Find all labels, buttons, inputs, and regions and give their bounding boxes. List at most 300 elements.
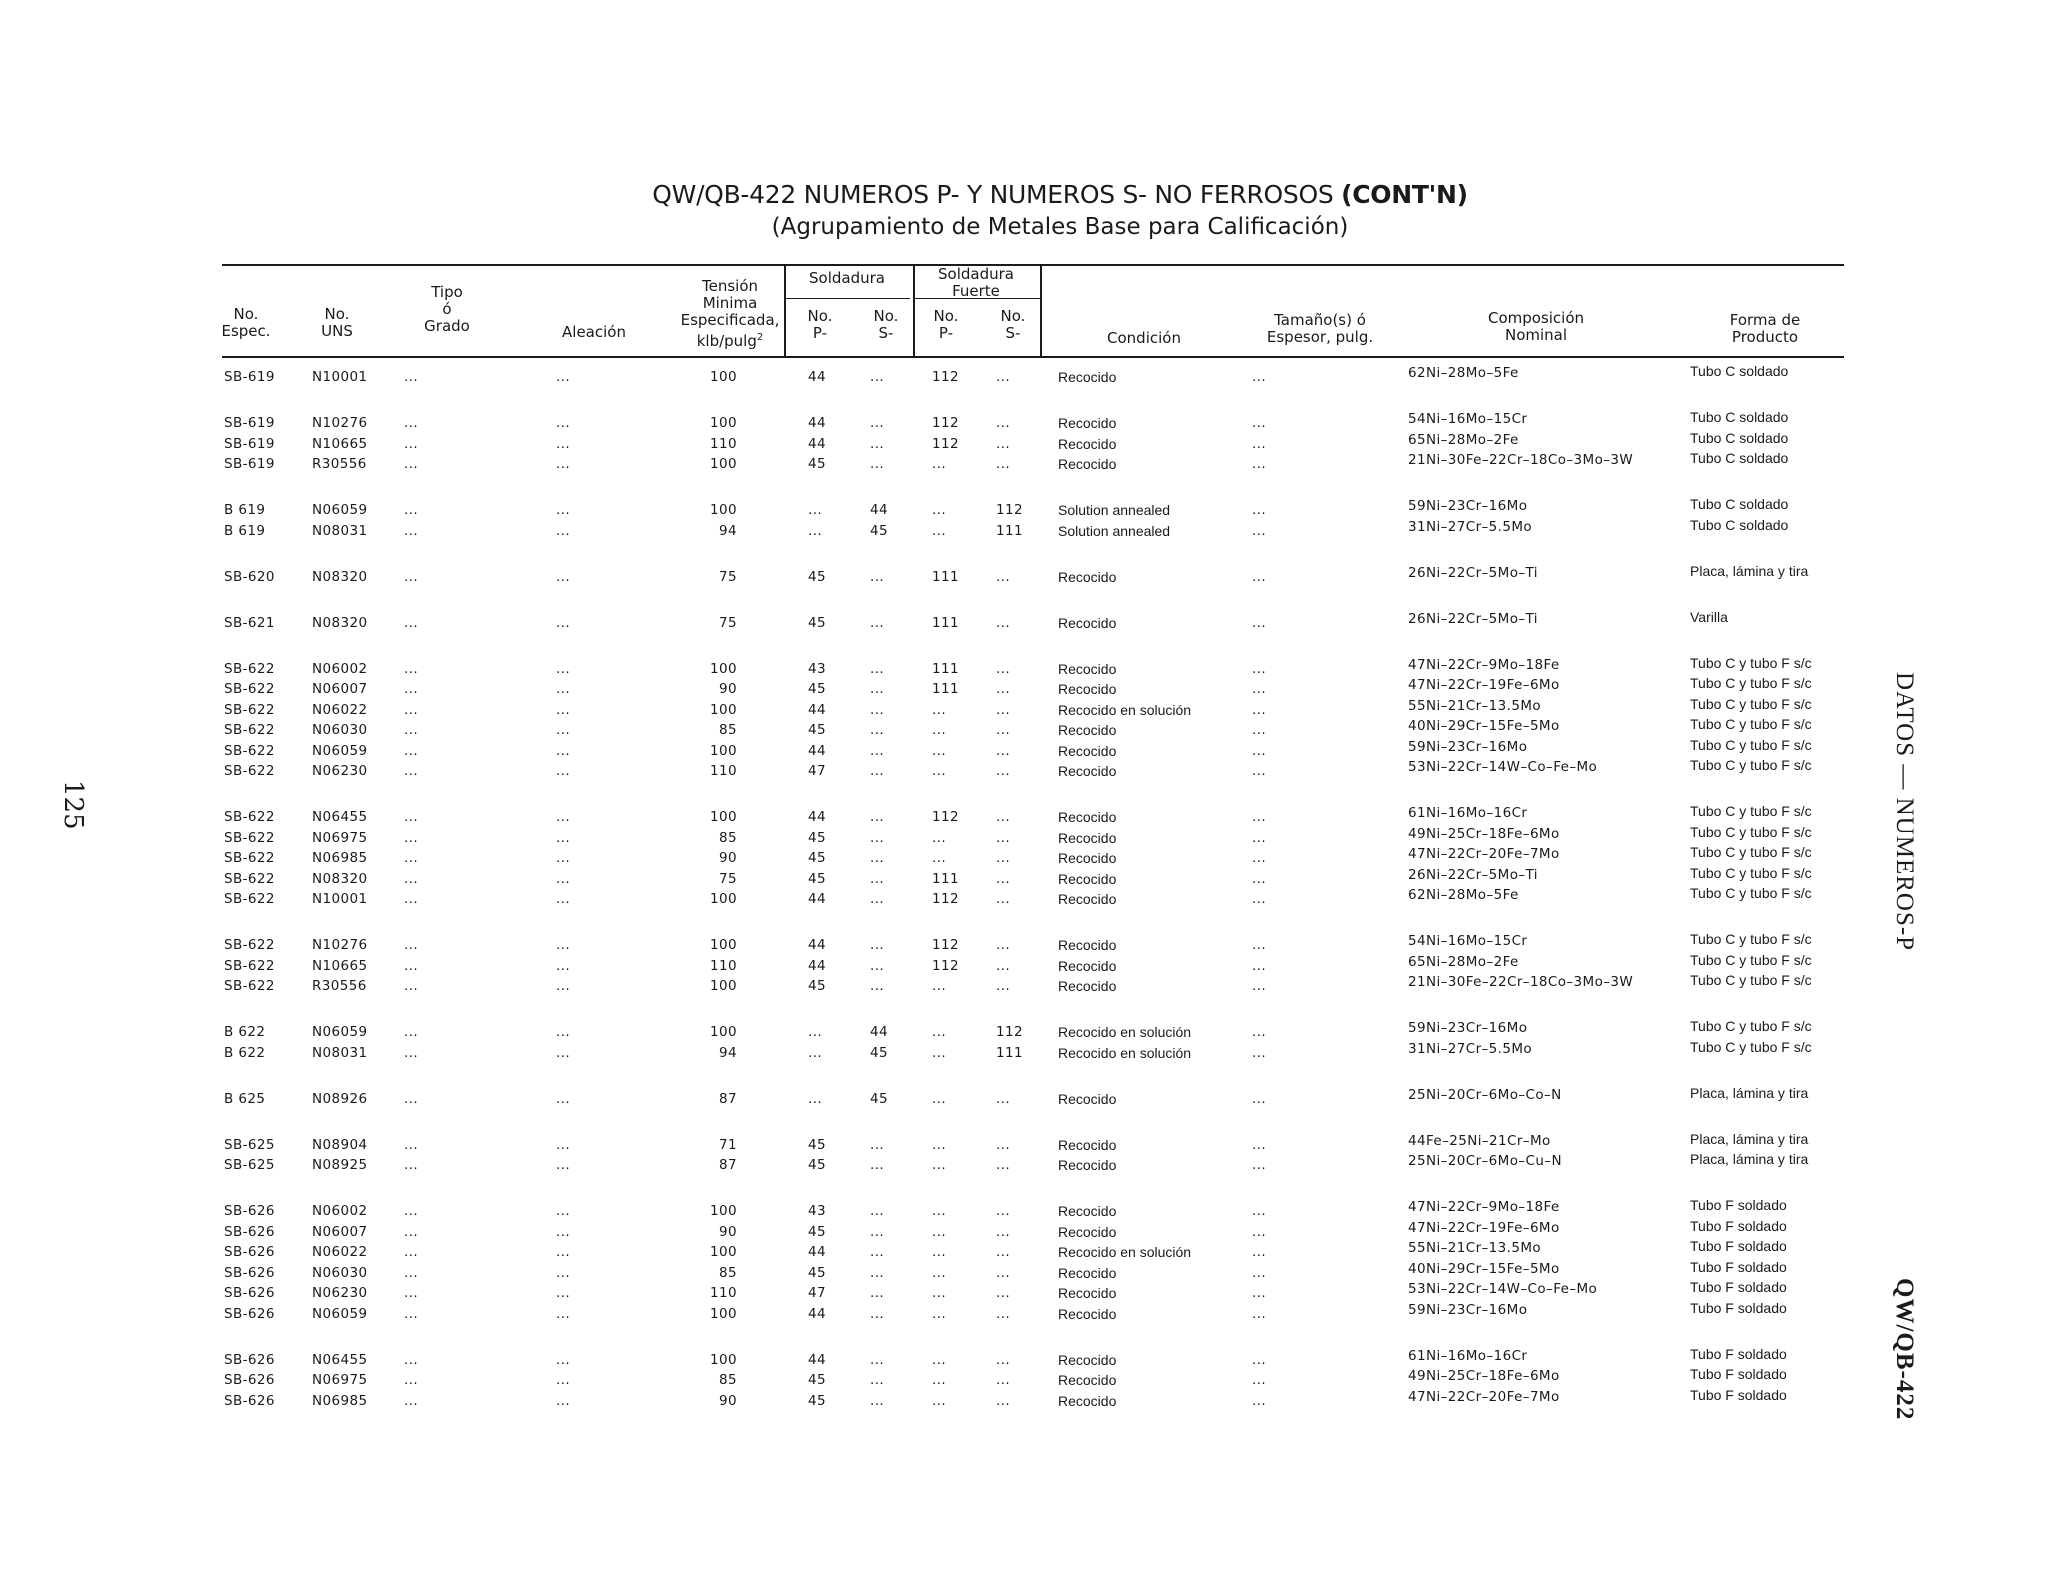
cell-tension: 71 (719, 1136, 737, 1153)
cell-forma: Tubo C soldado (1690, 450, 1789, 466)
cell-tamano: ... (1252, 870, 1267, 887)
cell-espec: SB-626 (224, 1223, 275, 1240)
cell-composicion: 47Ni–22Cr–19Fe–6Mo (1408, 677, 1560, 693)
cell-aleacion: ... (556, 701, 571, 718)
cell-forma: Tubo C y tubo F s/c (1690, 931, 1812, 947)
cell-condicion: Recocido (1058, 681, 1117, 697)
cell-soldadura-p: ... (808, 502, 823, 518)
cell-uns: N06002 (312, 1203, 368, 1219)
cell-soldadura-s: ... (870, 456, 885, 472)
cell-fuerte-p: ... (932, 1264, 947, 1281)
cell-forma: Tubo C y tubo F s/c (1690, 736, 1812, 753)
cell-soldadura-p: 45 (808, 829, 826, 846)
header-tension: Tensión Minima Especificada, klb/pulg$^2$ (680, 277, 780, 350)
cell-tamano: ... (1252, 1244, 1267, 1260)
cell-fuerte-p: ... (932, 701, 947, 718)
cell-soldadura-s: 44 (870, 1024, 888, 1040)
cell-uns: N10665 (312, 435, 368, 452)
cell-composicion: 59Ni–23Cr–16Mo (1408, 1301, 1528, 1318)
cell-composicion: 21Ni–30Fe–22Cr–18Co–3Mo–3W (1408, 974, 1634, 990)
cell-aleacion: ... (556, 435, 571, 452)
cell-soldadura-s: ... (870, 742, 885, 759)
cell-soldadura-p: 44 (808, 1305, 826, 1322)
cell-composicion: 49Ni–25Cr–18Fe–6Mo (1408, 825, 1560, 842)
cell-composicion: 59Ni–23Cr–16Mo (1408, 1020, 1528, 1036)
cell-tipo: ... (404, 701, 419, 718)
cell-forma: Tubo F soldado (1690, 1217, 1787, 1234)
cell-espec: SB-622 (224, 829, 275, 846)
cell-composicion: 40Ni–29Cr–15Fe–5Mo (1408, 718, 1560, 734)
cell-composicion: 61Ni–16Mo–16Cr (1408, 1347, 1528, 1364)
cell-espec: SB-626 (224, 1392, 275, 1409)
cell-tension: 110 (710, 763, 737, 779)
cell-fuerte-s: 112 (996, 1024, 1023, 1040)
cell-uns: N06975 (312, 829, 368, 846)
cell-tension: 85 (719, 829, 737, 846)
cell-uns: N10001 (312, 369, 368, 385)
cell-condicion: Recocido (1058, 937, 1117, 953)
cell-tipo: ... (404, 681, 419, 697)
cell-aleacion: ... (556, 1392, 571, 1409)
cell-fuerte-p: ... (932, 522, 947, 539)
cell-fuerte-p: 112 (932, 957, 959, 974)
cell-fuerte-s: ... (996, 369, 1011, 385)
cell-composicion: 54Ni–16Mo–15Cr (1408, 411, 1528, 427)
cell-espec: SB-622 (224, 891, 275, 907)
cell-soldadura-p: 44 (808, 809, 826, 825)
cell-aleacion: ... (556, 1090, 571, 1107)
cell-tension: 75 (719, 568, 737, 585)
cell-tamano: ... (1252, 1044, 1267, 1061)
cell-uns: N06455 (312, 1351, 368, 1368)
cell-aleacion: ... (556, 1372, 571, 1388)
cell-tension: 94 (719, 1044, 737, 1061)
side-label-bottom: QW/QB-422 (1891, 1278, 1918, 1421)
cell-aleacion: ... (556, 1223, 571, 1240)
cell-tension: 100 (710, 502, 737, 518)
cell-composicion: 59Ni–23Cr–16Mo (1408, 738, 1528, 755)
cell-fuerte-s: ... (996, 456, 1011, 472)
cell-espec: B 619 (224, 502, 266, 518)
cell-espec: SB-622 (224, 701, 275, 718)
cell-aleacion: ... (556, 456, 571, 472)
cell-condicion: Recocido (1058, 957, 1117, 974)
cell-espec: SB-622 (224, 809, 275, 825)
cell-composicion: 62Ni–28Mo–5Fe (1408, 887, 1519, 903)
cell-aleacion: ... (556, 1244, 571, 1260)
cell-condicion: Recocido (1058, 722, 1117, 738)
cell-fuerte-p: ... (932, 1090, 947, 1107)
cell-fuerte-p: 112 (932, 809, 959, 825)
cell-soldadura-s: ... (870, 1285, 885, 1301)
cell-soldadura-p: 45 (808, 1392, 826, 1409)
cell-soldadura-s: ... (870, 829, 885, 846)
cell-fuerte-p: 111 (932, 568, 959, 585)
cell-soldadura-p: 45 (808, 1264, 826, 1281)
cell-aleacion: ... (556, 722, 571, 738)
cell-tipo: ... (404, 1090, 419, 1107)
cell-tension: 90 (719, 1223, 737, 1240)
cell-uns: R30556 (312, 978, 367, 994)
soldadura-sub-rule (784, 298, 910, 299)
soldadura-left-rule (784, 264, 786, 356)
cell-tamano: ... (1252, 829, 1267, 846)
cell-condicion: Recocido (1058, 763, 1117, 779)
cell-uns: N06059 (312, 1305, 368, 1322)
cell-uns: N10276 (312, 937, 368, 953)
cell-tipo: ... (404, 809, 419, 825)
cell-tension: 100 (710, 415, 737, 431)
cell-tipo: ... (404, 957, 419, 974)
cell-forma: Tubo C soldado (1690, 363, 1789, 379)
cell-aleacion: ... (556, 1285, 571, 1301)
cell-soldadura-s: ... (870, 1392, 885, 1409)
header-composicion: Composición Nominal (1487, 309, 1585, 344)
cell-fuerte-s: ... (996, 829, 1011, 846)
cell-fuerte-s: ... (996, 1244, 1011, 1260)
cell-composicion: 26Ni–22Cr–5Mo–Ti (1408, 610, 1538, 627)
cell-fuerte-s: ... (996, 415, 1011, 431)
cell-forma: Tubo C y tubo F s/c (1690, 823, 1812, 840)
cell-tipo: ... (404, 522, 419, 539)
cell-condicion: Recocido (1058, 660, 1117, 677)
cell-soldadura-p: 44 (808, 937, 826, 953)
cell-aleacion: ... (556, 1305, 571, 1322)
cell-tipo: ... (404, 850, 419, 866)
cell-fuerte-s: ... (996, 742, 1011, 759)
cell-uns: N06059 (312, 742, 368, 759)
cell-soldadura-p: ... (808, 522, 823, 539)
cell-uns: N06059 (312, 1024, 368, 1040)
cell-uns: N06230 (312, 1285, 368, 1301)
cell-fuerte-s: ... (996, 1351, 1011, 1368)
cell-tamano: ... (1252, 614, 1267, 631)
cell-soldadura-p: 44 (808, 742, 826, 759)
header-condicion: Condición (1107, 329, 1181, 347)
cell-tipo: ... (404, 829, 419, 846)
cell-uns: N08320 (312, 614, 368, 631)
cell-espec: SB-622 (224, 870, 275, 887)
cell-soldadura-s: ... (870, 850, 885, 866)
cell-forma: Tubo C soldado (1690, 409, 1789, 425)
cell-fuerte-p: 111 (932, 614, 959, 631)
cell-aleacion: ... (556, 1024, 571, 1040)
cell-soldadura-p: 44 (808, 957, 826, 974)
cell-tipo: ... (404, 456, 419, 472)
cell-fuerte-s: ... (996, 660, 1011, 677)
cell-fuerte-p: ... (932, 1044, 947, 1061)
cell-tamano: ... (1252, 957, 1267, 974)
cell-forma: Tubo C y tubo F s/c (1690, 1018, 1812, 1034)
cell-tension: 100 (710, 742, 737, 759)
cell-tension: 110 (710, 1285, 737, 1301)
cell-condicion: Recocido (1058, 1285, 1117, 1301)
cell-tension: 100 (710, 978, 737, 994)
cell-soldadura-p: 45 (808, 978, 826, 994)
cell-tamano: ... (1252, 1351, 1267, 1368)
cell-uns: N08031 (312, 1044, 368, 1061)
cell-soldadura-s: ... (870, 1203, 885, 1219)
cell-tension: 100 (710, 1203, 737, 1219)
cell-condicion: Recocido en solución (1058, 1044, 1192, 1061)
cell-aleacion: ... (556, 660, 571, 677)
cell-condicion: Recocido (1058, 1203, 1117, 1219)
cell-fuerte-s: ... (996, 681, 1011, 697)
cell-espec: SB-619 (224, 456, 275, 472)
cell-condicion: Recocido (1058, 369, 1117, 385)
cell-tension: 100 (710, 660, 737, 677)
cell-soldadura-s: ... (870, 1136, 885, 1153)
cell-soldadura-s: ... (870, 1157, 885, 1173)
cell-espec: SB-621 (224, 614, 275, 631)
cell-condicion: Recocido (1058, 829, 1117, 846)
cell-fuerte-s: ... (996, 1090, 1011, 1107)
cell-composicion: 47Ni–22Cr–19Fe–6Mo (1408, 1219, 1560, 1236)
cell-forma: Tubo C y tubo F s/c (1690, 844, 1812, 860)
cell-fuerte-p: ... (932, 1024, 947, 1040)
cell-aleacion: ... (556, 1044, 571, 1061)
cell-forma: Tubo C y tubo F s/c (1690, 803, 1812, 819)
cell-forma: Tubo C soldado (1690, 516, 1789, 533)
cell-uns: N10665 (312, 957, 368, 974)
cell-composicion: 31Ni–27Cr–5.5Mo (1408, 518, 1533, 535)
cell-forma: Placa, lámina y tira (1690, 1084, 1809, 1101)
cell-tipo: ... (404, 1157, 419, 1173)
cell-fuerte-p: 111 (932, 681, 959, 697)
cell-soldadura-s: ... (870, 1244, 885, 1260)
cell-uns: N06007 (312, 681, 368, 697)
cell-espec: SB-625 (224, 1136, 275, 1153)
cell-soldadura-s: ... (870, 937, 885, 953)
cell-fuerte-p: ... (932, 829, 947, 846)
cell-soldadura-s: ... (870, 369, 885, 385)
cell-uns: N06985 (312, 850, 368, 866)
cell-uns: N06059 (312, 502, 368, 518)
cell-forma: Tubo F soldado (1690, 1279, 1787, 1295)
cell-uns: N06230 (312, 763, 368, 779)
cell-soldadura-s: ... (870, 809, 885, 825)
cell-composicion: 26Ni–22Cr–5Mo–Ti (1408, 564, 1538, 581)
cell-tension: 100 (710, 891, 737, 907)
cell-aleacion: ... (556, 1157, 571, 1173)
cell-tamano: ... (1252, 456, 1267, 472)
cell-soldadura-p: ... (808, 1090, 823, 1107)
table-top-rule (222, 264, 1844, 266)
cell-aleacion: ... (556, 1136, 571, 1153)
cell-uns: N08031 (312, 522, 368, 539)
cell-forma: Tubo C y tubo F s/c (1690, 885, 1812, 901)
cell-tipo: ... (404, 614, 419, 631)
cell-soldadura-s: ... (870, 1223, 885, 1240)
cell-fuerte-p: ... (932, 1223, 947, 1240)
cell-aleacion: ... (556, 1264, 571, 1281)
cell-tipo: ... (404, 660, 419, 677)
cell-tension: 100 (710, 456, 737, 472)
cell-tipo: ... (404, 1203, 419, 1219)
cell-tension: 87 (719, 1090, 737, 1107)
cell-espec: SB-622 (224, 681, 275, 697)
cell-condicion: Recocido (1058, 415, 1117, 431)
cell-soldadura-s: ... (870, 1351, 885, 1368)
cell-espec: SB-619 (224, 415, 275, 431)
cell-uns: R30556 (312, 456, 367, 472)
cell-tension: 100 (710, 1024, 737, 1040)
cell-forma: Tubo C soldado (1690, 429, 1789, 446)
cell-forma: Tubo F soldado (1690, 1345, 1787, 1362)
cell-condicion: Recocido (1058, 742, 1117, 759)
cell-tamano: ... (1252, 1203, 1267, 1219)
cell-fuerte-s: ... (996, 701, 1011, 718)
cell-fuerte-s: 111 (996, 1044, 1023, 1061)
cell-forma: Tubo F soldado (1690, 1366, 1787, 1382)
cell-condicion: Recocido en solución (1058, 1024, 1192, 1040)
cell-tamano: ... (1252, 1136, 1267, 1153)
cell-soldadura-p: 43 (808, 660, 826, 677)
cell-espec: SB-622 (224, 722, 275, 738)
cell-tension: 87 (719, 1157, 737, 1173)
cell-forma: Tubo C y tubo F s/c (1690, 951, 1812, 968)
cell-tipo: ... (404, 415, 419, 431)
cell-condicion: Recocido (1058, 1351, 1117, 1368)
cell-tipo: ... (404, 502, 419, 518)
cell-condicion: Recocido (1058, 1264, 1117, 1281)
cell-tipo: ... (404, 1024, 419, 1040)
cell-condicion: Recocido (1058, 1372, 1117, 1388)
cell-soldadura-p: 44 (808, 1351, 826, 1368)
cell-composicion: 65Ni–28Mo–2Fe (1408, 953, 1519, 970)
cell-tamano: ... (1252, 1305, 1267, 1322)
cell-tipo: ... (404, 1264, 419, 1281)
cell-soldadura-s: ... (870, 681, 885, 697)
cell-aleacion: ... (556, 614, 571, 631)
cell-tamano: ... (1252, 978, 1267, 994)
header-fuerte-s: No. S- (1000, 307, 1026, 342)
cell-tension: 100 (710, 701, 737, 718)
cell-tamano: ... (1252, 891, 1267, 907)
cell-composicion: 21Ni–30Fe–22Cr–18Co–3Mo–3W (1408, 452, 1634, 468)
cell-soldadura-p: 44 (808, 415, 826, 431)
cell-tipo: ... (404, 763, 419, 779)
header-forma: Forma de Producto (1729, 311, 1801, 346)
cell-tamano: ... (1252, 369, 1267, 385)
cell-soldadura-s: ... (870, 1372, 885, 1388)
cell-forma: Tubo F soldado (1690, 1238, 1787, 1254)
cell-forma: Tubo C y tubo F s/c (1690, 675, 1812, 691)
cell-tipo: ... (404, 937, 419, 953)
cell-fuerte-s: ... (996, 937, 1011, 953)
cell-tension: 75 (719, 614, 737, 631)
cell-tension: 75 (719, 870, 737, 887)
cell-tension: 90 (719, 1392, 737, 1409)
cell-espec: SB-622 (224, 937, 275, 953)
cell-tension: 90 (719, 681, 737, 697)
cell-fuerte-p: ... (932, 742, 947, 759)
cell-fuerte-p: ... (932, 1351, 947, 1368)
cell-aleacion: ... (556, 522, 571, 539)
cell-espec: SB-622 (224, 742, 275, 759)
cell-soldadura-s: ... (870, 870, 885, 887)
cell-uns: N08904 (312, 1136, 368, 1153)
cell-tamano: ... (1252, 435, 1267, 452)
cell-espec: SB-619 (224, 435, 275, 452)
soldadura-right-rule (1040, 264, 1042, 356)
cell-espec: B 619 (224, 522, 266, 539)
page-number: 125 (58, 780, 88, 830)
cell-soldadura-p: 45 (808, 1136, 826, 1153)
cell-fuerte-s: ... (996, 957, 1011, 974)
cell-soldadura-p: ... (808, 1024, 823, 1040)
cell-forma: Tubo C soldado (1690, 496, 1789, 512)
cell-condicion: Recocido (1058, 978, 1117, 994)
cell-fuerte-s: ... (996, 1392, 1011, 1409)
cell-forma: Varilla (1690, 608, 1728, 625)
cell-tamano: ... (1252, 763, 1267, 779)
cell-tension: 100 (710, 369, 737, 385)
cell-tipo: ... (404, 1392, 419, 1409)
cell-fuerte-p: ... (932, 1372, 947, 1388)
cell-soldadura-s: 45 (870, 1090, 888, 1107)
cell-forma: Placa, lámina y tira (1690, 562, 1809, 579)
cell-forma: Tubo F soldado (1690, 1299, 1787, 1316)
cell-soldadura-s: ... (870, 978, 885, 994)
cell-uns: N08320 (312, 870, 368, 887)
cell-espec: SB-626 (224, 1203, 275, 1219)
cell-aleacion: ... (556, 937, 571, 953)
cell-fuerte-s: ... (996, 435, 1011, 452)
cell-fuerte-s: ... (996, 1372, 1011, 1388)
cell-aleacion: ... (556, 763, 571, 779)
cell-espec: B 625 (224, 1090, 266, 1107)
cell-espec: SB-620 (224, 568, 275, 585)
cell-fuerte-p: 112 (932, 891, 959, 907)
cell-uns: N06975 (312, 1372, 368, 1388)
header-tamano: Tamaño(s) ó Espesor, pulg. (1266, 311, 1374, 346)
cell-tamano: ... (1252, 850, 1267, 866)
cell-fuerte-p: ... (932, 978, 947, 994)
cell-soldadura-p: 44 (808, 891, 826, 907)
cell-aleacion: ... (556, 870, 571, 887)
cell-tamano: ... (1252, 415, 1267, 431)
cell-fuerte-p: ... (932, 763, 947, 779)
cell-composicion: 25Ni–20Cr–6Mo–Co–N (1408, 1086, 1562, 1103)
cell-condicion: Recocido (1058, 809, 1117, 825)
cell-condicion: Recocido en solución (1058, 1244, 1192, 1260)
cell-soldadura-s: ... (870, 722, 885, 738)
cell-tamano: ... (1252, 1090, 1267, 1107)
cell-fuerte-s: ... (996, 1136, 1011, 1153)
cell-soldadura-s: ... (870, 415, 885, 431)
cell-tension: 85 (719, 1372, 737, 1388)
cell-composicion: 40Ni–29Cr–15Fe–5Mo (1408, 1260, 1560, 1277)
cell-tipo: ... (404, 1223, 419, 1240)
cell-espec: SB-622 (224, 763, 275, 779)
cell-soldadura-s: ... (870, 568, 885, 585)
cell-espec: SB-622 (224, 660, 275, 677)
cell-forma: Tubo C y tubo F s/c (1690, 972, 1812, 988)
cell-fuerte-s: ... (996, 891, 1011, 907)
cell-fuerte-s: ... (996, 978, 1011, 994)
cell-soldadura-s: 45 (870, 522, 888, 539)
cell-composicion: 53Ni–22Cr–14W–Co–Fe–Mo (1408, 1281, 1598, 1297)
cell-fuerte-p: 111 (932, 660, 959, 677)
cell-espec: SB-625 (224, 1157, 275, 1173)
cell-condicion: Recocido (1058, 1157, 1117, 1173)
cell-tipo: ... (404, 978, 419, 994)
cell-composicion: 26Ni–22Cr–5Mo–Ti (1408, 866, 1538, 883)
cell-soldadura-s: ... (870, 1264, 885, 1281)
cell-tension: 90 (719, 850, 737, 866)
cell-forma: Tubo C y tubo F s/c (1690, 757, 1812, 773)
